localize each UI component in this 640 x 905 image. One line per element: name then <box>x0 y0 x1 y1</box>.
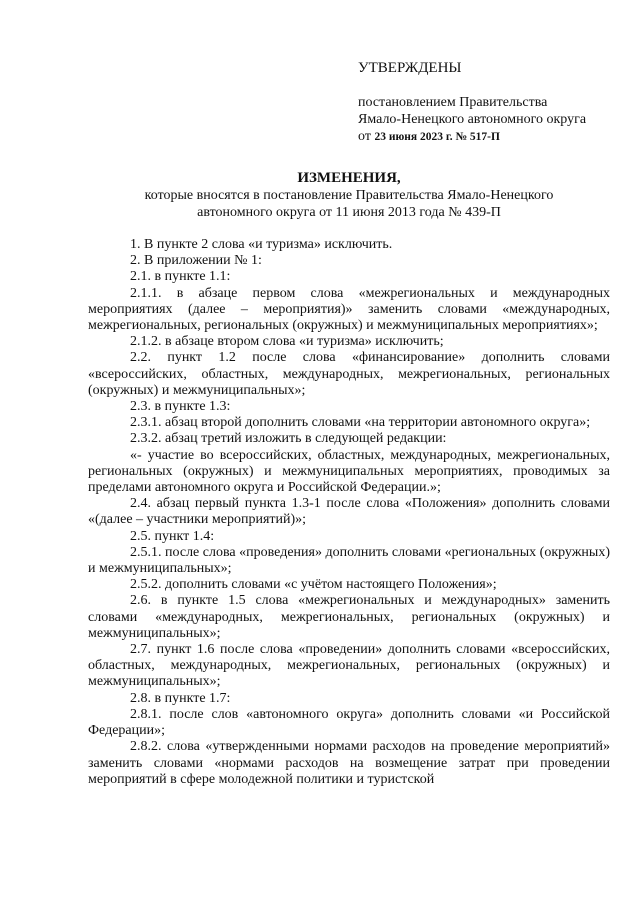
paragraph: 2.8. в пункте 1.7: <box>130 690 231 706</box>
paragraph: 2.5. пункт 1.4: <box>130 528 215 544</box>
paragraph: 2.1.2. в абзаце втором слова «и туризма» исключить; <box>130 334 444 350</box>
approval-line-2: Ямало-Ненецкого автономного округа <box>358 112 587 127</box>
paragraph: 2.1. в пункте 1.1: <box>130 269 231 285</box>
paragraph: 2.1.1. в абзаце первом слова «межрегиональных и международных мероприятиях (далее – мероприятия)» заменить словами «международных, межрегиональных, региональных (окружных) и межмуниципальных мероприятиях»; <box>88 285 610 334</box>
paragraph: 2.6. в пункте 1.5 слова «межрегиональных и международных» заменить словами «международных, межрегиональных, региональных (окружных) и межмуниципальных»; <box>88 593 610 641</box>
approval-title: УТВЕРЖДЕНЫ <box>358 60 462 76</box>
paragraph: «- участие во всероссийских, областных, международных, межрегиональных, региональных (окружных) и межмуниципальных мероприятиях, проводимых за пределами автономного округа и Российской Федерации.»; <box>88 447 610 496</box>
paragraph: 2.3. в пункте 1.3: <box>130 399 231 415</box>
approval-line-1: постановлением Правительства <box>358 95 548 110</box>
document-title: ИЗМЕНЕНИЯ, <box>297 170 401 186</box>
approval-date-value: 23 июня 2023 г. № 517-П <box>374 131 500 143</box>
paragraph: 2.5.2. дополнить словами «с учётом настоящего Положения»; <box>130 577 497 593</box>
paragraph: 2. В приложении № 1: <box>130 253 262 269</box>
paragraph: 2.2. пункт 1.2 после слова «финансирование» дополнить словами «всероссийских, областных, международных, межрегиональных, региональных (окружных) и межмуниципальных»; <box>88 350 610 398</box>
paragraph: 2.3.1. абзац второй дополнить словами «на территории автономного округа»; <box>130 415 591 431</box>
paragraph: 2.7. пункт 1.6 после слова «проведении» дополнить словами «всероссийских, областных, международных, межрегиональных, региональных (окружных) и межмуниципальных»; <box>88 642 610 690</box>
approval-date-line <box>358 128 628 146</box>
document-body <box>88 237 610 788</box>
document-subtitle-line-2: автономного округа от 11 июня 2013 года № 439-П <box>197 205 501 220</box>
paragraph: 2.8.1. после слов «автономного округа» дополнить словами «и Российской Федерации»; <box>88 706 610 739</box>
paragraph: 2.4. абзац первый пункта 1.3-1 после слова «Положения» дополнить словами «(далее – участники мероприятий)»; <box>88 496 610 528</box>
paragraph: 2.5.1. после слова «проведения» дополнить словами «региональных (окружных) и межмуниципальных»; <box>88 544 610 577</box>
approval-block <box>358 60 628 146</box>
paragraph: 1. В пункте 2 слова «и туризма» исключить. <box>130 237 393 252</box>
document-heading <box>88 170 610 221</box>
approval-date-prefix: от <box>358 129 371 144</box>
paragraph: 2.8.2. слова «утвержденными нормами расходов на проведение мероприятий» заменить словами «нормами расходов на возмещение затрат при проведении мероприятий в сфере молодежной политики и туристской <box>88 739 610 787</box>
document-subtitle-line-1: которые вносятся в постановление Правительства Ямало-Ненецкого <box>144 188 554 203</box>
paragraph: 2.3.2. абзац третий изложить в следующей редакции: <box>130 431 447 447</box>
